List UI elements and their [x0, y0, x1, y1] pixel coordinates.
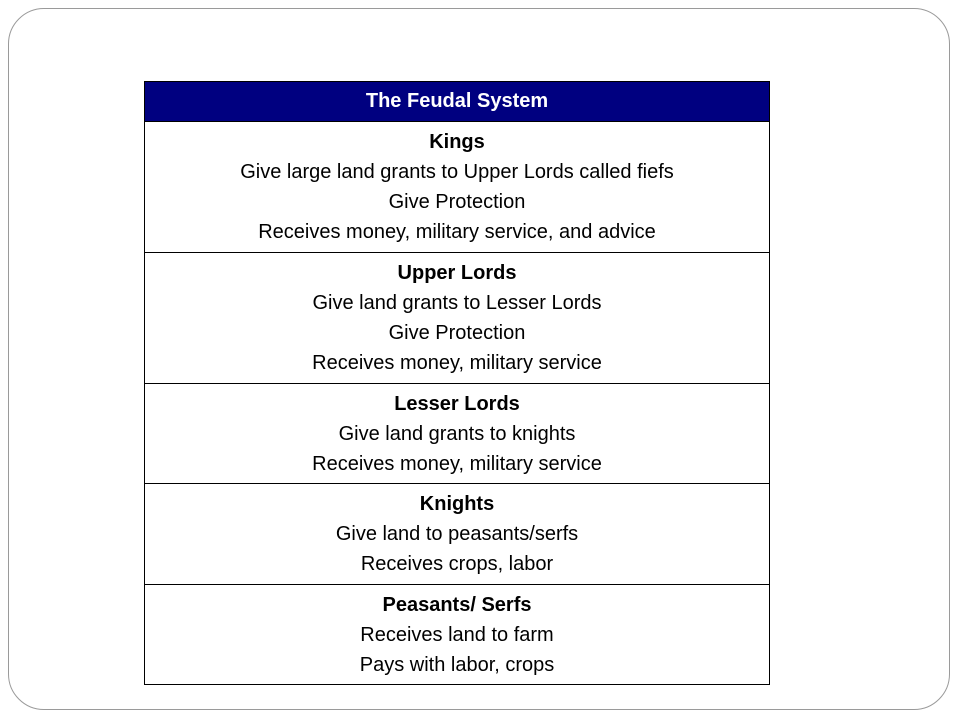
tier-title: Kings [429, 131, 485, 153]
tier-cell-peasants-serfs [145, 585, 770, 685]
tier-cell-upper-lords [145, 253, 770, 384]
table-row [145, 585, 770, 685]
table-row [145, 253, 770, 384]
tier-title: Knights [419, 493, 495, 515]
tier-duty: Give land to peasants/serfs [335, 523, 579, 545]
tier-duty: Give Protection [388, 322, 526, 344]
tier-duty: Give large land grants to Upper Lords called fiefs [240, 161, 674, 183]
tier-cell-kings [145, 122, 770, 253]
table-row [145, 122, 770, 253]
tier-duty: Receives land to farm [360, 623, 554, 646]
tier-cell-lesser-lords [145, 384, 770, 484]
table-row [145, 484, 770, 585]
tier-duty: Receives money, military service [312, 452, 602, 475]
tier-title: Lesser Lords [394, 392, 520, 415]
feudal-system-table [144, 81, 770, 685]
tier-cell-knights [145, 484, 770, 585]
tier-duty: Receives crops, labor [360, 553, 554, 575]
tier-duty: Give land grants to knights [338, 422, 576, 445]
tier-duty: Pays with labor, crops [359, 653, 555, 676]
table-row [145, 384, 770, 484]
tier-duty: Receives money, military service [312, 352, 602, 374]
tier-title: Peasants/ Serfs [382, 593, 532, 616]
tier-title: Upper Lords [397, 262, 517, 284]
table-header: The Feudal System [145, 82, 770, 122]
tier-duty: Give land grants to Lesser Lords [312, 292, 602, 314]
table-header-row [145, 82, 770, 122]
tier-duty: Give Protection [388, 191, 526, 213]
tier-duty: Receives money, military service, and advice [258, 221, 656, 243]
